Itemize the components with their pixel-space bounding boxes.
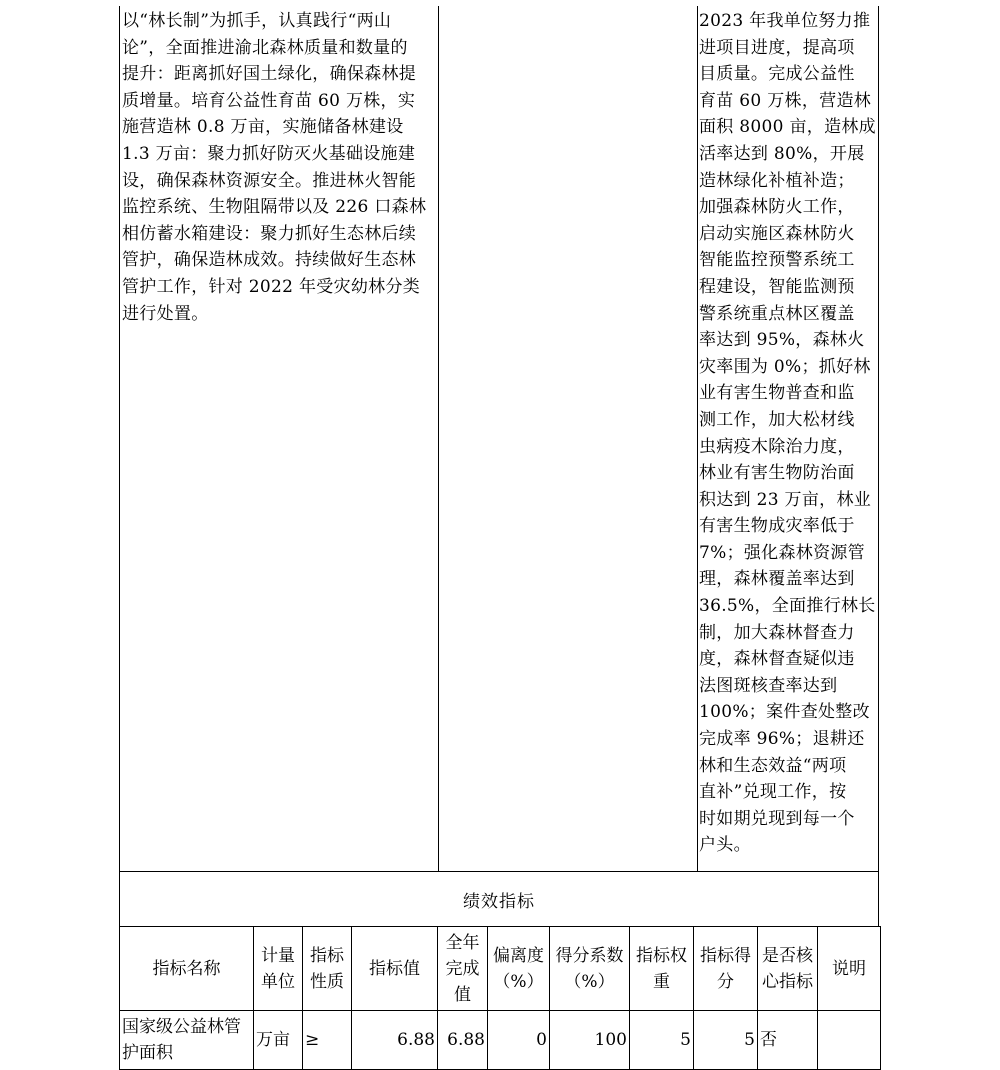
column-divider xyxy=(697,6,698,871)
completion-status-text xyxy=(699,8,879,859)
completion-text-line: 36.5%，全面推行林长 xyxy=(699,596,876,617)
completion-text-line: 灾率围为 0%；抓好林 xyxy=(699,356,871,377)
completion-text-line: 目质量。完成公益性 xyxy=(699,64,855,85)
target-text-line: 管护工作，针对 2022 年受灾幼林分类 xyxy=(122,276,421,297)
header-core-indicator: 是否核 心指标 xyxy=(758,927,818,1011)
cell-indicator-name: 国家级公益林管护面积 xyxy=(120,1011,254,1070)
completion-text-line: 法图斑核查率达到 xyxy=(699,675,838,696)
header-deviation: 偏离度 （%） xyxy=(488,927,550,1011)
completion-text-line: 进项目进度，提高项 xyxy=(699,37,855,58)
completion-text-line: 程建设，智能监测预 xyxy=(699,276,855,297)
target-text-line: 管护，确保造林成效。持续做好生态林 xyxy=(122,250,417,271)
completion-text-line: 户头。 xyxy=(699,835,751,856)
completion-text-line: 加强森林防火工作， xyxy=(699,197,855,218)
target-text-line: 提升：距离抓好国土绿化，确保森林提 xyxy=(122,64,417,85)
header-unit: 计量 单位 xyxy=(254,927,303,1011)
completion-text-line: 虫病疫木除治力度， xyxy=(699,436,855,457)
table-row xyxy=(120,1011,881,1070)
completion-text-line: 7%；强化森林资源管 xyxy=(699,542,865,563)
header-indicator-score: 指标得 分 xyxy=(694,927,758,1011)
completion-text-line: 度，森林督查疑似违 xyxy=(699,649,855,670)
cell-core-indicator: 否 xyxy=(758,1011,818,1070)
completion-text-line: 直补”兑现工作，按 xyxy=(699,782,847,803)
completion-text-line: 测工作，加大松材线 xyxy=(699,409,855,430)
cell-indicator-weight: 5 xyxy=(630,1011,694,1070)
completion-text-line: 完成率 96%；退耕还 xyxy=(699,729,865,750)
header-indicator-weight: 指标权 重 xyxy=(630,927,694,1011)
indicator-table xyxy=(119,926,881,1070)
column-divider xyxy=(438,6,439,871)
target-text-line: 设，确保森林资源安全。推进林火智能 xyxy=(122,170,417,191)
cell-indicator-value: 6.88 xyxy=(352,1011,438,1070)
target-text-line: 施营造林 0.8 万亩，实施储备林建设 xyxy=(122,117,404,138)
performance-indicators-title: 绩效指标 xyxy=(119,872,879,927)
header-indicator-name: 指标名称 xyxy=(120,927,254,1011)
completion-text-line: 育苗 60 万株，营造林 xyxy=(699,90,872,111)
cell-unit: 万亩 xyxy=(254,1011,303,1070)
target-text-line: 以“林长制”为抓手，认真践行“两山 xyxy=(122,11,392,31)
target-text-line: 进行处置。 xyxy=(122,303,209,324)
indicator-header-row xyxy=(120,927,881,1011)
cell-indicator-score: 5 xyxy=(694,1011,758,1070)
completion-text-line: 林和生态效益“两项 xyxy=(699,755,847,776)
completion-text-line: 警系统重点林区覆盖 xyxy=(699,303,855,324)
target-text-line: 1.3 万亩：聚力抓好防灭火基础设施建 xyxy=(122,143,416,164)
target-text-line: 质增量。培育公益性育苗 60 万株，实 xyxy=(122,90,416,111)
completion-text-line: 活率达到 80%，开展 xyxy=(699,143,865,164)
completion-text-line: 率达到 95%，森林火 xyxy=(699,330,865,351)
completion-text-line: 业有害生物普查和监 xyxy=(699,383,855,404)
completion-text-line: 时如期兑现到每一个 xyxy=(699,808,855,829)
cell-deviation: 0 xyxy=(488,1011,550,1070)
target-description-row xyxy=(119,6,879,872)
completion-text-line: 理，森林覆盖率达到 xyxy=(699,569,855,590)
completion-text-line: 启动实施区森林防火 xyxy=(699,223,855,244)
completion-text-line: 制，加大森林督查力 xyxy=(699,622,855,643)
target-text-line: 监控系统、生物阻隔带以及 226 口森林 xyxy=(122,197,427,218)
target-text-line: 论”，全面推进渝北森林质量和数量的 xyxy=(122,37,408,58)
cell-score-coefficient: 100 xyxy=(550,1011,630,1070)
cell-annual-completion: 6.88 xyxy=(438,1011,488,1070)
target-text-line: 相仿蓄水箱建设：聚力抓好生态林后续 xyxy=(122,223,417,244)
annual-target-text xyxy=(122,8,438,327)
header-annual-completion: 全年 完成 值 xyxy=(438,927,488,1011)
completion-text-line: 智能监控预警系统工 xyxy=(699,250,855,271)
completion-text-line: 林业有害生物防治面 xyxy=(699,463,855,484)
cell-nature: ≥ xyxy=(303,1011,352,1070)
completion-text-line: 造林绿化补植补造； xyxy=(699,170,855,191)
header-note: 说明 xyxy=(818,927,881,1011)
completion-text-line: 面积 8000 亩，造林成 xyxy=(699,117,876,138)
header-score-coefficient: 得分系数 （%） xyxy=(550,927,630,1011)
cell-note xyxy=(818,1011,881,1070)
completion-text-line: 积达到 23 万亩，林业 xyxy=(699,489,872,510)
header-nature: 指标 性质 xyxy=(303,927,352,1011)
completion-text-line: 有害生物成灾率低于 xyxy=(699,516,855,537)
completion-text-line: 2023 年我单位努力推 xyxy=(699,11,871,31)
completion-text-line: 100%；案件查处整改 xyxy=(699,702,870,723)
header-indicator-value: 指标值 xyxy=(352,927,438,1011)
